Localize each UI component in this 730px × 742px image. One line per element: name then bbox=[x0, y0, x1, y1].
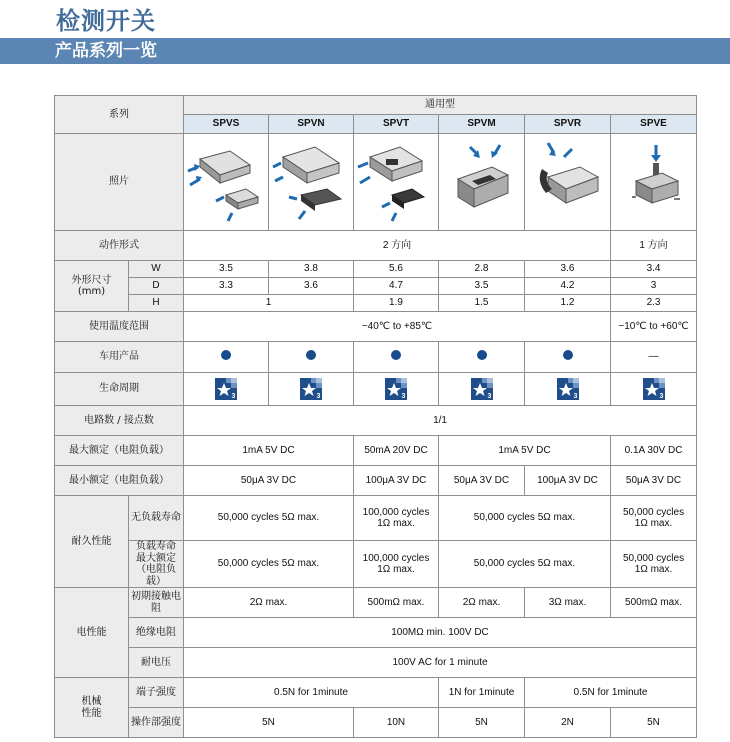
photo-spvr bbox=[525, 134, 611, 231]
terminal-spvs-spvt: 0.5N for 1minute bbox=[184, 678, 439, 708]
lifecycle-star-icon bbox=[385, 378, 407, 400]
max-rating-spvt: 50mA 20V DC bbox=[354, 436, 439, 466]
w-spve: 3.4 bbox=[611, 261, 697, 278]
svg-text:3: 3 bbox=[401, 393, 406, 400]
svg-text:3: 3 bbox=[316, 393, 321, 400]
terminal-spvm: 1N for 1minute bbox=[439, 678, 525, 708]
auto-spvt bbox=[354, 342, 439, 373]
w-spvr: 3.6 bbox=[525, 261, 611, 278]
load-life-label: 负载寿命 最大额定 （电阻负载） bbox=[129, 541, 184, 588]
mechanical-label: 机械 性能 bbox=[55, 678, 129, 738]
svg-text:3: 3 bbox=[573, 393, 577, 400]
temp-common: −40℃ to +85℃ bbox=[184, 312, 611, 342]
w-spvs: 3.5 bbox=[184, 261, 269, 278]
photo-label: 照片 bbox=[55, 134, 184, 231]
dims-h-label: H bbox=[129, 295, 184, 312]
auto-label: 车用产品 bbox=[55, 342, 184, 373]
min-rating-spve: 50μA 3V DC bbox=[611, 466, 697, 496]
temp-spve: −10℃ to +60℃ bbox=[611, 312, 697, 342]
d-spvm: 3.5 bbox=[439, 278, 525, 295]
auto-spvs bbox=[184, 342, 269, 373]
group-label: 通用型 bbox=[184, 96, 697, 115]
max-rating-label: 最大额定（电阻负载） bbox=[55, 436, 184, 466]
dims-d-label: D bbox=[129, 278, 184, 295]
available-dot-icon bbox=[221, 350, 231, 360]
model-spve: SPVE bbox=[611, 115, 697, 134]
available-dot-icon bbox=[477, 350, 487, 360]
max-rating-spve: 0.1A 30V DC bbox=[611, 436, 697, 466]
operating-spvt: 10N bbox=[354, 708, 439, 738]
operating-spvs-spvn: 5N bbox=[184, 708, 354, 738]
operating-strength-label: 操作部强度 bbox=[129, 708, 184, 738]
contact-spvr: 3Ω max. bbox=[525, 588, 611, 618]
lifecycle-star-icon bbox=[471, 378, 493, 400]
model-spvn: SPVN bbox=[269, 115, 354, 134]
available-dot-icon bbox=[391, 350, 401, 360]
circuits-value: 1/1 bbox=[184, 406, 697, 436]
auto-spve: — bbox=[611, 342, 697, 373]
contact-spvt: 500mΩ max. bbox=[354, 588, 439, 618]
available-dot-icon bbox=[563, 350, 573, 360]
model-spvt: SPVT bbox=[354, 115, 439, 134]
durability-label: 耐久性能 bbox=[55, 496, 129, 588]
dims-label: 外形尺寸 (mm) bbox=[55, 261, 129, 312]
min-rating-spvr: 100μA 3V DC bbox=[525, 466, 611, 496]
w-spvt: 5.6 bbox=[354, 261, 439, 278]
terminal-spvr-spve: 0.5N for 1minute bbox=[525, 678, 697, 708]
h-spvt: 1.9 bbox=[354, 295, 439, 312]
min-rating-label: 最小额定（电阻负载） bbox=[55, 466, 184, 496]
load-spvm-spvr: 50,000 cycles 5Ω max. bbox=[439, 541, 611, 588]
operating-spvr: 2N bbox=[525, 708, 611, 738]
electrical-label: 电性能 bbox=[55, 588, 129, 678]
photo-spve bbox=[611, 134, 697, 231]
model-spvr: SPVR bbox=[525, 115, 611, 134]
model-spvm: SPVM bbox=[439, 115, 525, 134]
load-spve: 50,000 cycles 1Ω max. bbox=[611, 541, 697, 588]
lifecycle-spve bbox=[611, 373, 697, 406]
temp-label: 使用温度范围 bbox=[55, 312, 184, 342]
no-load-spvs-spvn: 50,000 cycles 5Ω max. bbox=[184, 496, 354, 541]
contact-spve: 500mΩ max. bbox=[611, 588, 697, 618]
photo-spvs bbox=[184, 134, 269, 231]
max-rating-spvm-spvr: 1mA 5V DC bbox=[439, 436, 611, 466]
page-title: 检测开关 bbox=[56, 7, 156, 35]
circuits-label: 电路数 / 接点数 bbox=[55, 406, 184, 436]
lifecycle-spvm bbox=[439, 373, 525, 406]
h-spvm: 1.5 bbox=[439, 295, 525, 312]
lifecycle-label: 生命周期 bbox=[55, 373, 184, 406]
lifecycle-star-icon bbox=[643, 378, 665, 400]
d-spvr: 4.2 bbox=[525, 278, 611, 295]
min-rating-spvm: 50μA 3V DC bbox=[439, 466, 525, 496]
product-series-table bbox=[54, 95, 697, 738]
h-spvr: 1.2 bbox=[525, 295, 611, 312]
lifecycle-spvn bbox=[269, 373, 354, 406]
insulation-value: 100MΩ min. 100V DC bbox=[184, 618, 697, 648]
no-load-spvt: 100,000 cycles 1Ω max. bbox=[354, 496, 439, 541]
no-load-spve: 50,000 cycles 1Ω max. bbox=[611, 496, 697, 541]
max-rating-spvs-spvn: 1mA 5V DC bbox=[184, 436, 354, 466]
load-spvs-spvn: 50,000 cycles 5Ω max. bbox=[184, 541, 354, 588]
w-spvn: 3.8 bbox=[269, 261, 354, 278]
available-dot-icon bbox=[306, 350, 316, 360]
lifecycle-star-icon bbox=[300, 378, 322, 400]
auto-spvr bbox=[525, 342, 611, 373]
series-label: 系列 bbox=[55, 96, 184, 134]
dims-w-label: W bbox=[129, 261, 184, 278]
action-label: 动作形式 bbox=[55, 231, 184, 261]
lifecycle-star-icon bbox=[215, 378, 237, 400]
d-spvt: 4.7 bbox=[354, 278, 439, 295]
w-spvm: 2.8 bbox=[439, 261, 525, 278]
svg-text:3: 3 bbox=[231, 393, 236, 400]
section-subtitle-band: 产品系列一览 bbox=[0, 38, 730, 64]
operating-spve: 5N bbox=[611, 708, 697, 738]
photo-spvt bbox=[354, 134, 439, 231]
load-spvt: 100,000 cycles 1Ω max. bbox=[354, 541, 439, 588]
photo-spvm bbox=[439, 134, 525, 231]
svg-text:3: 3 bbox=[487, 393, 491, 400]
terminal-strength-label: 端子强度 bbox=[129, 678, 184, 708]
voltage-label: 耐电压 bbox=[129, 648, 184, 678]
voltage-value: 100V AC for 1 minute bbox=[184, 648, 697, 678]
action-common: 2 方向 bbox=[184, 231, 611, 261]
contact-spvm: 2Ω max. bbox=[439, 588, 525, 618]
h-spve: 2.3 bbox=[611, 295, 697, 312]
no-load-life-label: 无负载寿命 bbox=[129, 496, 184, 541]
photo-spvn bbox=[269, 134, 354, 231]
lifecycle-spvt bbox=[354, 373, 439, 406]
no-load-spvm-spvr: 50,000 cycles 5Ω max. bbox=[439, 496, 611, 541]
model-spvs: SPVS bbox=[184, 115, 269, 134]
contact-resistance-label: 初期接触电阻 bbox=[129, 588, 184, 618]
d-spve: 3 bbox=[611, 278, 697, 295]
d-spvn: 3.6 bbox=[269, 278, 354, 295]
d-spvs: 3.3 bbox=[184, 278, 269, 295]
lifecycle-spvs bbox=[184, 373, 269, 406]
min-rating-spvs-spvn: 50μA 3V DC bbox=[184, 466, 354, 496]
min-rating-spvt: 100μA 3V DC bbox=[354, 466, 439, 496]
operating-spvm: 5N bbox=[439, 708, 525, 738]
svg-text:3: 3 bbox=[659, 393, 663, 400]
h-spvs-spvn: 1 bbox=[184, 295, 354, 312]
auto-spvm bbox=[439, 342, 525, 373]
insulation-label: 绝缘电阻 bbox=[129, 618, 184, 648]
lifecycle-spvr bbox=[525, 373, 611, 406]
contact-spvs-spvn: 2Ω max. bbox=[184, 588, 354, 618]
lifecycle-star-icon bbox=[557, 378, 579, 400]
auto-spvn bbox=[269, 342, 354, 373]
action-spve: 1 方向 bbox=[611, 231, 697, 261]
